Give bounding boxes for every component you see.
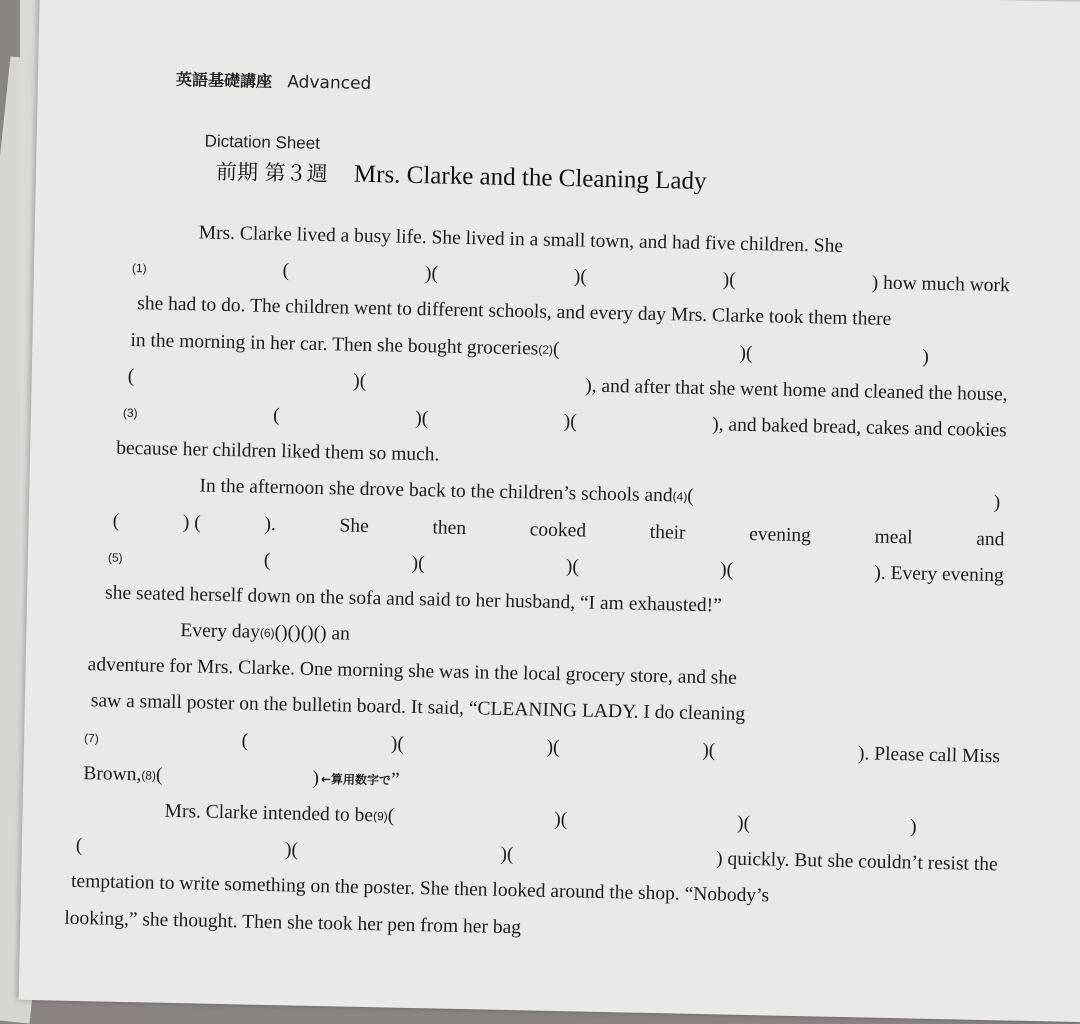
blank-number: (9) [372, 809, 388, 824]
sheet-subtitle: Dictation Sheet [204, 131, 321, 153]
text-segment: then [432, 516, 467, 539]
text-segment: ( [241, 730, 249, 752]
text-segment: ). Every evening [874, 562, 1004, 586]
text-segment: ( [552, 338, 560, 360]
text-segment: )( [306, 622, 321, 645]
text-segment: She [339, 514, 370, 537]
text-segment: )( [546, 736, 560, 758]
text-segment: )( [719, 559, 734, 581]
text-segment: )( [424, 263, 439, 285]
text-segment: meal [874, 526, 913, 548]
course-level: Advanced [287, 72, 372, 94]
text-segment: ), and baked bread, cakes and cookies [712, 414, 1007, 442]
page-header [176, 67, 372, 94]
text-segment: ) how much work [871, 272, 1010, 297]
text-segment: their [649, 521, 686, 544]
text-segment: ). Please call Miss [857, 742, 1001, 767]
text-segment: ( [263, 549, 271, 571]
text-segment: )( [284, 839, 299, 861]
text-segment: ( [274, 622, 282, 644]
text-segment: ) [922, 346, 930, 368]
text-segment: Brown, [83, 762, 142, 786]
lesson-title [216, 156, 707, 196]
text-segment: ( [75, 835, 83, 857]
text-segment: )( [411, 552, 425, 574]
text-segment: and [976, 528, 1005, 550]
text-segment: adventure for Mrs. Clarke. One morning she was in the local grocery store, and she [87, 654, 738, 689]
text-segment: )( [702, 739, 716, 761]
blank-number: (8) [141, 768, 157, 783]
text-segment: ( [387, 805, 395, 827]
text-segment: ) quickly. But she couldn’t resist the [715, 848, 998, 876]
text-segment: ( [127, 365, 135, 387]
blank-number: (6) [259, 625, 275, 641]
text-segment: ) ( [182, 511, 201, 533]
text-segment: ( [282, 260, 290, 282]
blank-number: (1) [131, 261, 147, 276]
handwritten-note: ←算用数字で [320, 771, 392, 788]
text-segment: Every day [180, 620, 261, 643]
lesson-week: 前期 第３週 [215, 159, 328, 187]
blank-number: (4) [672, 489, 688, 504]
text-segment: )( [414, 407, 429, 430]
text-segment: temptation to write something on the poster. She then looked around the shop. “Nobody’s [70, 871, 770, 907]
text-segment: )( [563, 411, 577, 433]
text-segment: )( [353, 370, 367, 392]
text-segment: ) [909, 816, 917, 838]
text-segment: ) [993, 492, 1001, 514]
text-segment: she had to do. The children went to different schools, and every day Mrs. Clarke took them there [137, 293, 892, 331]
text-segment: )( [500, 844, 514, 866]
text-segment: ( [155, 764, 163, 786]
text-segment: evening [748, 523, 812, 546]
text-segment: )( [722, 269, 737, 291]
text-segment: )( [739, 342, 753, 364]
text-segment: )( [573, 266, 588, 288]
text-segment: ), and after that she went home and cleaned the house, [585, 375, 1008, 406]
dictation-text [64, 214, 1011, 956]
text-segment: she seated herself down on the sofa and said to her husband, “I am exhausted!” [104, 582, 723, 617]
text-segment: )( [736, 812, 751, 835]
text-segment: in the morning in her car. Then she bought groceries [130, 329, 539, 360]
text-segment: )( [553, 808, 568, 831]
text-segment: ( [272, 404, 280, 427]
text-segment: )( [565, 555, 580, 578]
text-segment: )( [280, 622, 295, 644]
blank-number: (2) [538, 342, 554, 357]
text-segment: ( [687, 485, 694, 508]
text-segment: because her children liked them so much. [115, 437, 440, 466]
text-segment: ). [264, 513, 277, 535]
text-segment: Mrs. Clarke lived a busy life. She lived in a small town, and had five children. She [198, 222, 844, 257]
dictation-page [19, 0, 1080, 1023]
text-segment: saw a small poster on the bulletin board. It said, “CLEANING LADY. I do cleaning [90, 690, 746, 726]
text-segment: ( [112, 510, 120, 532]
blank-number: (7) [83, 730, 99, 746]
lesson-title-text: Mrs. Clarke and the Cleaning Lady [353, 160, 707, 196]
text-segment: ” [390, 769, 400, 791]
blank-number: (5) [107, 550, 123, 565]
text-segment: )( [390, 733, 405, 755]
blank-number: (3) [122, 405, 138, 421]
text-segment: )( [293, 622, 308, 644]
text-segment: cooked [529, 518, 587, 542]
course-name: 英語基礎講座 [175, 69, 273, 91]
text-segment: In the afternoon she drove back to the children’s schools and [199, 475, 673, 507]
text-segment: ) [312, 767, 320, 789]
text-segment: looking,” she thought. Then she took her pen from her bag [64, 907, 522, 938]
text-segment: Mrs. Clarke intended to be [164, 800, 374, 827]
text-segment: ) an [319, 623, 351, 645]
